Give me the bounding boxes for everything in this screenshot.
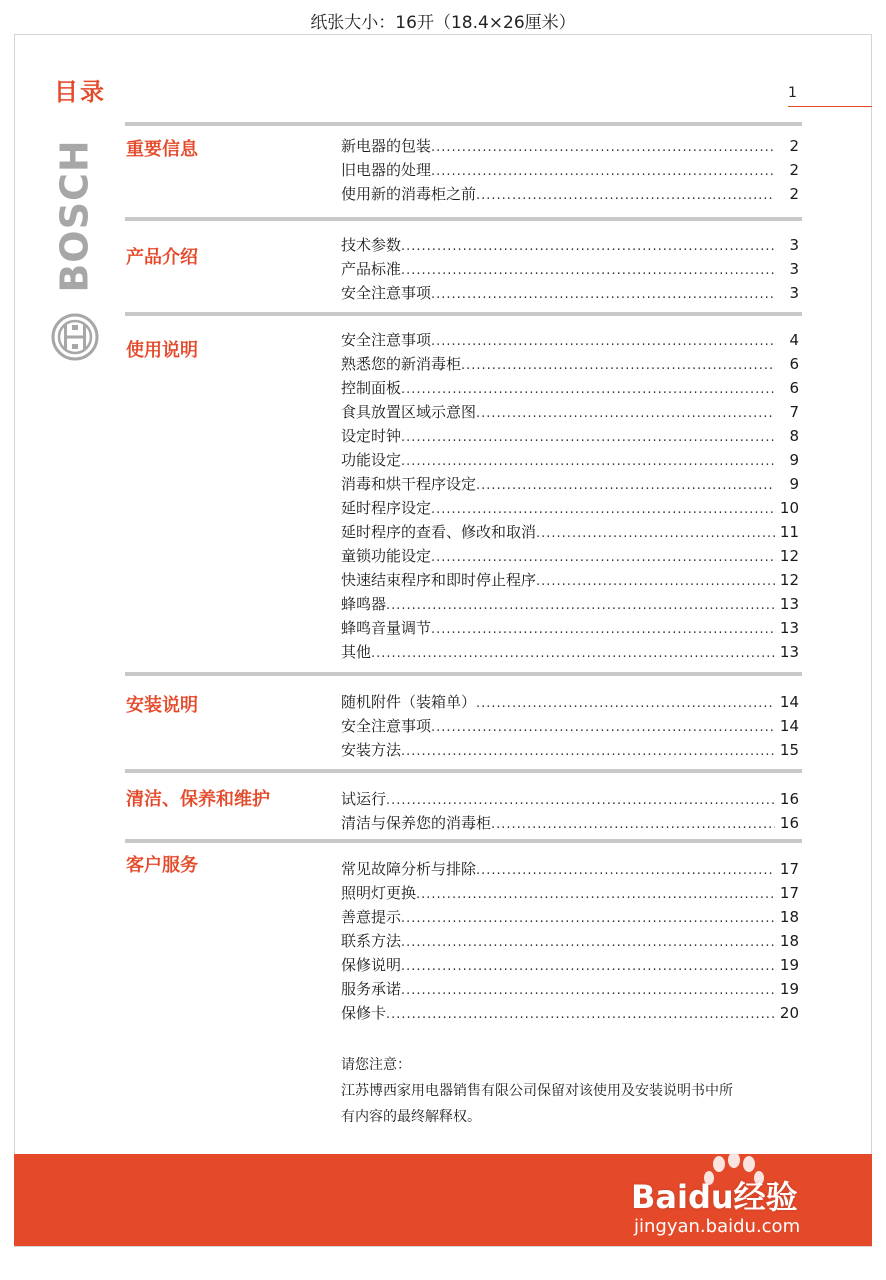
section-title: 清洁、保养和维护 bbox=[126, 789, 270, 810]
entry-page: 4 bbox=[789, 331, 799, 349]
entry-label: 熟悉您的新消毒柜 bbox=[341, 355, 462, 373]
leader-dots bbox=[536, 522, 775, 546]
toc-entry[interactable] bbox=[341, 158, 799, 182]
entry-page: 3 bbox=[789, 284, 799, 302]
entry-label: 使用新的消毒柜之前 bbox=[341, 185, 477, 203]
entry-label: 延时程序设定 bbox=[341, 499, 432, 517]
toc-section-installation bbox=[125, 672, 802, 772]
toc-section-important-info bbox=[125, 122, 802, 220]
entry-page: 8 bbox=[789, 427, 799, 445]
leader-dots bbox=[431, 330, 775, 354]
entry-label: 快速结束程序和即时停止程序 bbox=[341, 571, 537, 589]
leader-dots bbox=[461, 354, 775, 378]
entry-label: 安全注意事项 bbox=[341, 717, 432, 735]
entry-label: 试运行 bbox=[341, 790, 387, 808]
toc-entry[interactable] bbox=[341, 905, 799, 929]
baidu-watermark-brand: Baidu经验 bbox=[631, 1178, 798, 1216]
toc-entry[interactable] bbox=[341, 811, 799, 835]
entry-page: 2 bbox=[789, 185, 799, 203]
entry-page: 17 bbox=[779, 884, 799, 902]
toc-entry[interactable] bbox=[341, 977, 799, 1001]
entry-label: 安全注意事项 bbox=[341, 284, 432, 302]
leader-dots bbox=[431, 160, 775, 184]
leader-dots bbox=[431, 136, 775, 160]
entry-page: 3 bbox=[789, 260, 799, 278]
leader-dots bbox=[386, 789, 775, 813]
entry-label: 其他 bbox=[341, 643, 372, 661]
section-title: 安装说明 bbox=[126, 695, 198, 716]
entry-label: 技术参数 bbox=[341, 236, 402, 254]
entry-page: 13 bbox=[779, 619, 799, 637]
entry-label: 延时程序的查看、修改和取消 bbox=[341, 523, 537, 541]
entry-label: 照明灯更换 bbox=[341, 884, 417, 902]
toc-entry[interactable] bbox=[341, 568, 799, 592]
entry-page: 11 bbox=[779, 523, 799, 541]
paper-size-label: 纸张大小：16开（18.4×26厘米） bbox=[310, 13, 576, 33]
toc-entry[interactable] bbox=[341, 929, 799, 953]
leader-dots bbox=[401, 235, 775, 259]
leader-dots bbox=[491, 813, 775, 837]
toc-entry[interactable] bbox=[341, 233, 799, 257]
baidu-watermark-url: jingyan.baidu.com bbox=[634, 1216, 801, 1237]
entry-page: 6 bbox=[789, 355, 799, 373]
section-entries bbox=[341, 690, 799, 762]
entry-label: 随机附件（装箱单） bbox=[341, 693, 477, 711]
entry-label: 食具放置区域示意图 bbox=[341, 403, 477, 421]
toc-entry[interactable] bbox=[341, 857, 799, 881]
entry-page: 14 bbox=[779, 717, 799, 735]
toc-entry[interactable] bbox=[341, 424, 799, 448]
toc-entry[interactable] bbox=[341, 400, 799, 424]
entry-label: 善意提示 bbox=[341, 908, 402, 926]
page-number-rule bbox=[788, 106, 872, 107]
entry-page: 18 bbox=[779, 908, 799, 926]
entry-page: 19 bbox=[779, 956, 799, 974]
entry-page: 16 bbox=[779, 814, 799, 832]
entry-label: 产品标准 bbox=[341, 260, 402, 278]
leader-dots bbox=[386, 1003, 775, 1027]
toc-entry[interactable] bbox=[341, 881, 799, 905]
leader-dots bbox=[401, 378, 775, 402]
leader-dots bbox=[431, 283, 775, 307]
leader-dots bbox=[401, 259, 775, 283]
entry-page: 9 bbox=[789, 475, 799, 493]
toc-title: 目录 bbox=[54, 78, 106, 106]
entry-label: 安装方法 bbox=[341, 741, 402, 759]
toc-entry[interactable] bbox=[341, 738, 799, 762]
section-entries bbox=[341, 787, 799, 835]
entry-label: 旧电器的处理 bbox=[341, 161, 432, 179]
leader-dots bbox=[401, 955, 775, 979]
toc-entry[interactable] bbox=[341, 592, 799, 616]
entry-label: 联系方法 bbox=[341, 932, 402, 950]
leader-dots bbox=[431, 498, 775, 522]
toc-section-product-intro bbox=[125, 217, 802, 315]
entry-page: 20 bbox=[779, 1004, 799, 1022]
toc-entry[interactable] bbox=[341, 714, 799, 738]
entry-label: 童锁功能设定 bbox=[341, 547, 432, 565]
toc-section-usage bbox=[125, 312, 802, 674]
toc-entry[interactable] bbox=[341, 328, 799, 352]
entry-page: 13 bbox=[779, 595, 799, 613]
entry-label: 控制面板 bbox=[341, 379, 402, 397]
notice-line: 江苏博西家用电器销售有限公司保留对该使用及安装说明书中所 bbox=[341, 1083, 733, 1099]
entry-page: 15 bbox=[779, 741, 799, 759]
entry-page: 2 bbox=[789, 137, 799, 155]
toc-entry[interactable] bbox=[341, 1001, 799, 1025]
entry-label: 清洁与保养您的消毒柜 bbox=[341, 814, 492, 832]
section-entries bbox=[341, 328, 799, 664]
leader-dots bbox=[431, 618, 775, 642]
notice-block bbox=[341, 1052, 811, 1130]
notice-line: 有内容的最终解释权。 bbox=[341, 1109, 481, 1125]
leader-dots bbox=[401, 740, 775, 764]
page-number: 1 bbox=[788, 85, 797, 101]
leader-dots bbox=[371, 642, 775, 666]
toc-entry[interactable] bbox=[341, 544, 799, 568]
toc-entry[interactable] bbox=[341, 281, 799, 305]
entry-page: 14 bbox=[779, 693, 799, 711]
leader-dots bbox=[386, 594, 775, 618]
toc-entry[interactable] bbox=[341, 448, 799, 472]
toc-entry[interactable] bbox=[341, 134, 799, 158]
section-title: 使用说明 bbox=[126, 340, 198, 361]
entry-page: 6 bbox=[789, 379, 799, 397]
bosch-wordmark bbox=[50, 141, 100, 291]
entry-label: 蜂鸣音量调节 bbox=[341, 619, 432, 637]
leader-dots bbox=[401, 907, 775, 931]
entry-page: 2 bbox=[789, 161, 799, 179]
toc-section-customer-service bbox=[125, 839, 802, 1033]
leader-dots bbox=[401, 426, 775, 450]
leader-dots bbox=[431, 546, 775, 570]
entry-page: 17 bbox=[779, 860, 799, 878]
entry-label: 安全注意事项 bbox=[341, 331, 432, 349]
section-title: 客户服务 bbox=[126, 855, 198, 876]
entry-label: 功能设定 bbox=[341, 451, 402, 469]
entry-page: 12 bbox=[779, 547, 799, 565]
entry-page: 7 bbox=[789, 403, 799, 421]
entry-page: 3 bbox=[789, 236, 799, 254]
entry-label: 保修卡 bbox=[341, 1004, 387, 1022]
section-entries bbox=[341, 857, 799, 1025]
toc-entry[interactable] bbox=[341, 182, 799, 206]
toc-entry[interactable] bbox=[341, 520, 799, 544]
leader-dots bbox=[476, 859, 775, 883]
toc-entry[interactable] bbox=[341, 690, 799, 714]
entry-label: 保修说明 bbox=[341, 956, 402, 974]
entry-label: 服务承诺 bbox=[341, 980, 402, 998]
leader-dots bbox=[476, 692, 775, 716]
entry-page: 9 bbox=[789, 451, 799, 469]
toc-entry[interactable] bbox=[341, 616, 799, 640]
entry-page: 19 bbox=[779, 980, 799, 998]
toc-section-cleaning-maintenance bbox=[125, 769, 802, 843]
section-title: 产品介绍 bbox=[126, 247, 198, 268]
toc-entry[interactable] bbox=[341, 257, 799, 281]
toc-entry[interactable] bbox=[341, 496, 799, 520]
toc-entry[interactable] bbox=[341, 472, 799, 496]
notice-heading: 请您注意： bbox=[341, 1057, 411, 1073]
leader-dots bbox=[401, 450, 775, 474]
toc-entry[interactable] bbox=[341, 640, 799, 664]
leader-dots bbox=[401, 931, 775, 955]
leader-dots bbox=[476, 184, 775, 208]
entry-page: 16 bbox=[779, 790, 799, 808]
toc-entry[interactable] bbox=[341, 352, 799, 376]
entry-page: 13 bbox=[779, 643, 799, 661]
leader-dots bbox=[416, 883, 775, 907]
leader-dots bbox=[431, 716, 775, 740]
entry-label: 蜂鸣器 bbox=[341, 595, 387, 613]
leader-dots bbox=[476, 474, 775, 498]
leader-dots bbox=[536, 570, 775, 594]
bosch-armature-logo-icon bbox=[51, 313, 99, 361]
entry-label: 新电器的包装 bbox=[341, 137, 432, 155]
entry-page: 10 bbox=[779, 499, 799, 517]
toc-entry[interactable] bbox=[341, 787, 799, 811]
bosch-wordmark-text: BOSCH bbox=[53, 139, 98, 293]
section-entries bbox=[341, 134, 799, 206]
leader-dots bbox=[401, 979, 775, 1003]
leader-dots bbox=[476, 402, 775, 426]
toc-entry[interactable] bbox=[341, 953, 799, 977]
entry-page: 12 bbox=[779, 571, 799, 589]
entry-page: 18 bbox=[779, 932, 799, 950]
section-entries bbox=[341, 233, 799, 305]
toc-entry[interactable] bbox=[341, 376, 799, 400]
entry-label: 消毒和烘干程序设定 bbox=[341, 475, 477, 493]
entry-label: 设定时钟 bbox=[341, 427, 402, 445]
entry-label: 常见故障分析与排除 bbox=[341, 860, 477, 878]
section-title: 重要信息 bbox=[126, 139, 198, 160]
